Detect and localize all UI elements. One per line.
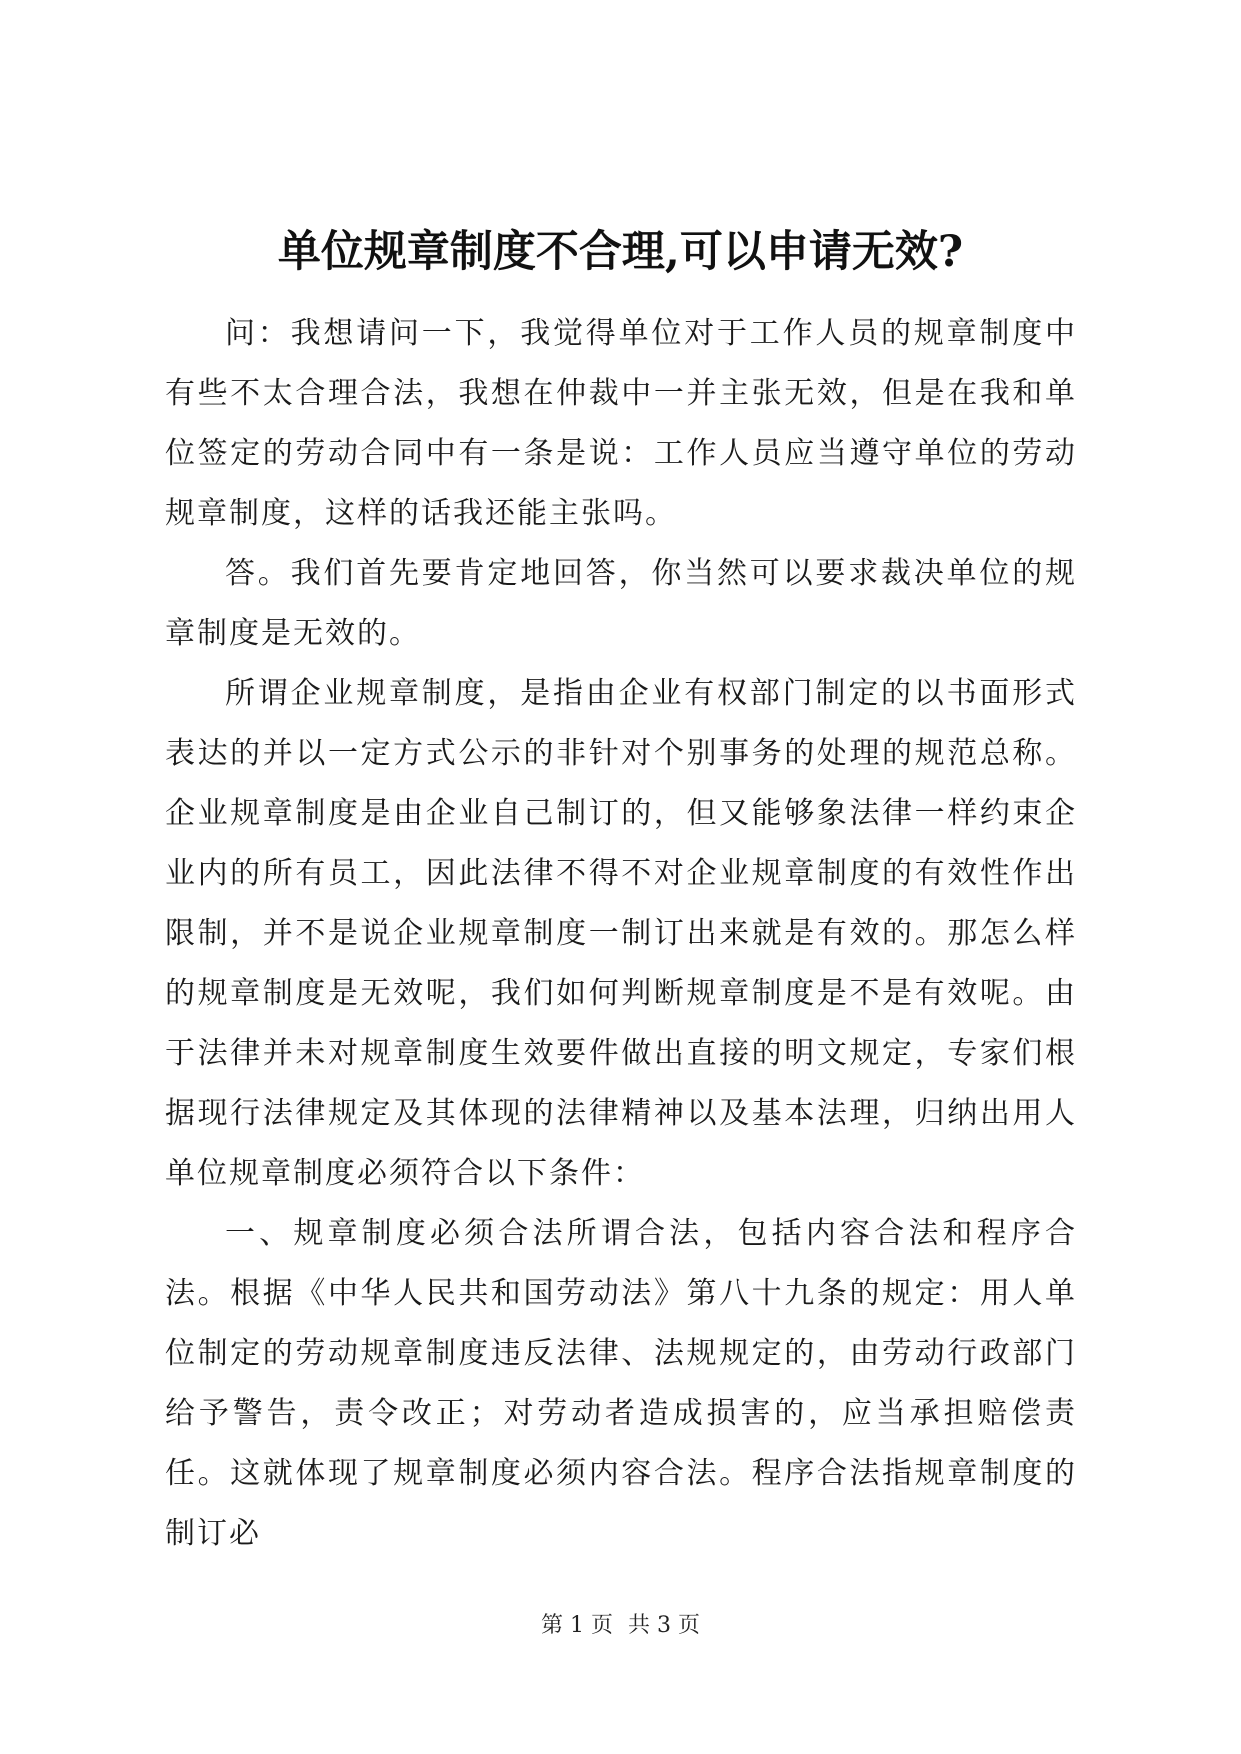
paragraph-question: 问：我想请问一下，我觉得单位对于工作人员的规章制度中有些不太合理合法，我想在仲裁中一并主张无效，但是在我和单位签定的劳动合同中有一条是说：工作人员应当遵守单位的劳动规章制度，这样的话我还能主张吗。 xyxy=(165,316,1077,531)
paragraph-definition: 所谓企业规章制度，是指由企业有权部门制定的以书面形式表达的并以一定方式公示的非针对个别事务的处理的规范总称。企业规章制度是由企业自己制订的，但又能够象法律一样约束企业内的所有员工，因此法律不得不对企业规章制度的有效性作出限制，并不是说企业规章制度一制订出来就是有效的。那怎么样的规章制度是无效呢，我们如何判断规章制度是不是有效呢。由于法律并未对规章制度生效要件做出直接的明文规定，专家们根据现行法律规定及其体现的法律精神以及基本法理，归纳出用人单位规章制度必须符合以下条件： xyxy=(165,676,1077,1191)
document-body xyxy=(165,304,1077,1564)
page-total: 共 3 页 xyxy=(628,1613,700,1638)
page-footer xyxy=(0,1610,1241,1642)
page-number: 第 1 页 xyxy=(541,1613,613,1638)
paragraph-answer: 答。我们首先要肯定地回答，你当然可以要求裁决单位的规章制度是无效的。 xyxy=(165,556,1077,651)
document-title: 单位规章制度不合理,可以申请无效? xyxy=(277,227,964,277)
paragraph-condition-one: 一、规章制度必须合法所谓合法，包括内容合法和程序合法。根据《中华人民共和国劳动法》第八十九条的规定：用人单位制定的劳动规章制度违反法律、法规规定的，由劳动行政部门给予警告，责令改正；对劳动者造成损害的，应当承担赔偿责任。这就体现了规章制度必须内容合法。程序合法指规章制度的制订必 xyxy=(165,1216,1077,1551)
